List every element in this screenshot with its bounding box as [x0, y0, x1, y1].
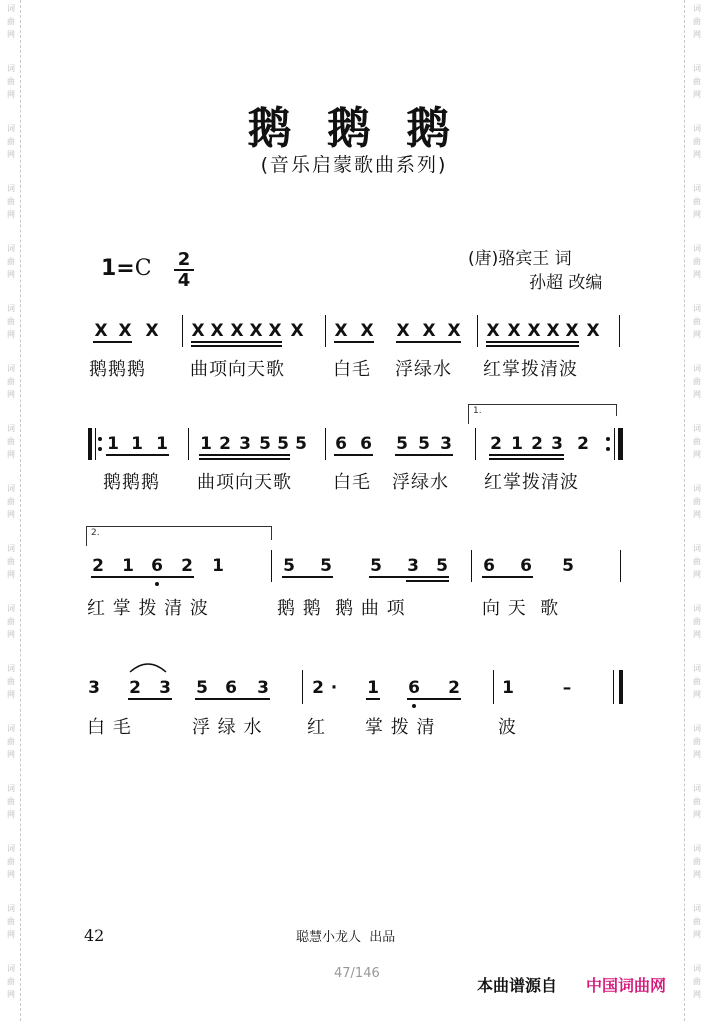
- watermark-glyph: 词: [693, 124, 701, 133]
- rhythm-x-note: X: [249, 321, 263, 341]
- underline-beam: [191, 341, 282, 343]
- watermark-glyph: 词: [693, 244, 701, 253]
- watermark-glyph: 网: [7, 930, 15, 939]
- bar-line: [619, 315, 620, 347]
- watermark-glyph: 网: [7, 810, 15, 819]
- lyric-r1-m1: 鹅鹅鹅: [89, 359, 146, 380]
- bar-line: [614, 428, 615, 460]
- lyric-r4-a: 白 毛: [87, 717, 132, 738]
- bar-line: [95, 428, 96, 460]
- underline-beam: [282, 576, 333, 578]
- jianpu-note: 3: [440, 434, 452, 454]
- arranger-credit: 孙超 改编: [529, 273, 603, 293]
- watermark-glyph: 网: [693, 810, 701, 819]
- jianpu-note: 5: [396, 434, 408, 454]
- jianpu-note: 5: [436, 556, 448, 576]
- jianpu-note: 2: [92, 556, 104, 576]
- bar-line: [271, 550, 272, 582]
- lyric-r1-m2: 曲项向天歌: [190, 359, 285, 380]
- watermark-glyph: 网: [7, 270, 15, 279]
- rhythm-x-note: X: [230, 321, 244, 341]
- watermark-glyph: 网: [693, 390, 701, 399]
- watermark-glyph: 网: [693, 870, 701, 879]
- lyric-r1-m3b: 浮绿水: [395, 359, 452, 380]
- key-signature: [101, 256, 152, 281]
- bar-line: [620, 550, 621, 582]
- jianpu-note: 1: [511, 434, 523, 454]
- watermark-glyph: 网: [693, 690, 701, 699]
- underline-beam: [195, 698, 270, 700]
- watermark-glyph: 曲: [7, 137, 15, 146]
- watermark-glyph: 词: [693, 904, 701, 913]
- rhythm-x-note: X: [486, 321, 500, 341]
- volta-1-left: [468, 404, 469, 424]
- watermark-glyph: 词: [7, 364, 15, 373]
- watermark-glyph: 网: [693, 750, 701, 759]
- jianpu-note: 5: [562, 556, 574, 576]
- jianpu-note: 2: [448, 678, 460, 698]
- watermark-glyph: 曲: [693, 917, 701, 926]
- jianpu-note: 1: [502, 678, 514, 698]
- watermark-glyph: 曲: [7, 257, 15, 266]
- watermark-glyph: 词: [693, 364, 701, 373]
- watermark-glyph: 词: [7, 124, 15, 133]
- watermark-glyph: 词: [7, 724, 15, 733]
- watermark-glyph: 词: [693, 964, 701, 973]
- volta-2-left: [86, 526, 87, 546]
- watermark-glyph: 网: [7, 990, 15, 999]
- watermark-glyph: 网: [7, 690, 15, 699]
- rhythm-x-note: X: [527, 321, 541, 341]
- rhythm-x-note: X: [94, 321, 108, 341]
- jianpu-note: 3: [239, 434, 251, 454]
- watermark-glyph: 网: [693, 570, 701, 579]
- repeat-dot: [98, 447, 102, 451]
- watermark-glyph: 词: [7, 244, 15, 253]
- jianpu-note: ·: [330, 678, 338, 698]
- watermark-glyph: 网: [7, 330, 15, 339]
- watermark-glyph: 网: [7, 210, 15, 219]
- jianpu-note: 1: [107, 434, 119, 454]
- watermark-glyph: 曲: [7, 617, 15, 626]
- watermark-glyph: 曲: [7, 497, 15, 506]
- rhythm-x-note: X: [210, 321, 224, 341]
- repeat-dot: [98, 437, 102, 441]
- underline-beam: [396, 341, 461, 343]
- watermark-glyph: 曲: [693, 317, 701, 326]
- page-counter: 47/146: [334, 966, 380, 981]
- rhythm-x-note: X: [586, 321, 600, 341]
- jianpu-note: 2: [129, 678, 141, 698]
- rhythm-x-note: X: [145, 321, 159, 341]
- watermark-glyph: 词: [7, 844, 15, 853]
- watermark-glyph: 曲: [7, 557, 15, 566]
- underline-beam: [486, 341, 579, 343]
- jianpu-note: 6: [408, 678, 420, 698]
- watermark-glyph: 词: [693, 4, 701, 13]
- watermark-glyph: 曲: [7, 377, 15, 386]
- bar-line: [622, 428, 623, 460]
- watermark-glyph: 曲: [693, 17, 701, 26]
- watermark-glyph: 词: [7, 904, 15, 913]
- underline-beam: [407, 698, 461, 700]
- volta-2-right: [271, 526, 272, 540]
- jianpu-note: 5: [196, 678, 208, 698]
- bar-line: [182, 315, 183, 347]
- watermark-glyph: 曲: [693, 437, 701, 446]
- underline-beam: [91, 576, 194, 578]
- lyric-r2-m2: 曲项向天歌: [197, 472, 292, 493]
- lyric-r4-d: 掌 拨 清: [365, 717, 436, 738]
- watermark-glyph: 网: [693, 270, 701, 279]
- time-signature-top: 2: [177, 249, 191, 270]
- page-number: 42: [84, 926, 105, 945]
- watermark-glyph: 网: [7, 570, 15, 579]
- watermark-glyph: 网: [7, 630, 15, 639]
- watermark-glyph: 网: [7, 90, 15, 99]
- time-signature-bottom: 4: [174, 269, 194, 290]
- jianpu-note: –: [562, 678, 572, 698]
- watermark-glyph: 曲: [7, 197, 15, 206]
- watermark-glyph: 曲: [7, 977, 15, 986]
- watermark-glyph: 网: [7, 750, 15, 759]
- underline-beam: [334, 341, 374, 343]
- rhythm-x-note: X: [396, 321, 410, 341]
- bar-line: [613, 670, 614, 704]
- bar-line: [619, 670, 623, 704]
- watermark-glyph: 网: [693, 450, 701, 459]
- underline-beam: [334, 454, 373, 456]
- jianpu-note: 1: [156, 434, 168, 454]
- lyric-r4-e: 波: [498, 717, 517, 738]
- underline-beam: [482, 576, 533, 578]
- volta-2-label: 2.: [91, 528, 100, 538]
- volta-1-label: 1.: [473, 406, 482, 416]
- watermark-glyph: 曲: [693, 977, 701, 986]
- watermark-glyph: 网: [693, 90, 701, 99]
- lyricist-credit: (唐)骆宾王 词: [468, 249, 572, 269]
- watermark-glyph: 曲: [693, 77, 701, 86]
- lyric-r4-b: 浮 绿 水: [192, 717, 263, 738]
- watermark-glyph: 曲: [7, 857, 15, 866]
- jianpu-note: 3: [159, 678, 171, 698]
- jianpu-note: 1: [200, 434, 212, 454]
- watermark-glyph: 词: [7, 64, 15, 73]
- watermark-glyph: 曲: [693, 197, 701, 206]
- watermark-glyph: 词: [693, 424, 701, 433]
- rhythm-x-note: X: [507, 321, 521, 341]
- lyric-r3-b: 鹅 鹅 鹅 曲 项: [277, 598, 406, 619]
- jianpu-note: 6: [335, 434, 347, 454]
- watermark-glyph: 曲: [693, 677, 701, 686]
- jianpu-note: 6: [483, 556, 495, 576]
- watermark-glyph: 网: [693, 210, 701, 219]
- underline-beam: [199, 454, 290, 456]
- underline-beam: [106, 454, 169, 456]
- watermark-glyph: 词: [693, 544, 701, 553]
- bar-line: [471, 550, 472, 582]
- watermark-glyph: 曲: [693, 737, 701, 746]
- rhythm-x-note: X: [360, 321, 374, 341]
- watermark-glyph: 网: [7, 390, 15, 399]
- watermark-glyph: 网: [7, 450, 15, 459]
- watermark-glyph: 曲: [693, 377, 701, 386]
- lyric-r3-a: 红 掌 拨 清 波: [87, 598, 209, 619]
- jianpu-note: 3: [257, 678, 269, 698]
- low-octave-dot: [412, 704, 416, 708]
- watermark-glyph: 词: [7, 664, 15, 673]
- bar-line: [188, 428, 189, 460]
- underline-beam: [369, 576, 449, 578]
- jianpu-note: 1: [122, 556, 134, 576]
- rhythm-x-note: X: [290, 321, 304, 341]
- jianpu-note: 5: [259, 434, 271, 454]
- watermark-glyph: 词: [7, 544, 15, 553]
- watermark-glyph: 曲: [693, 137, 701, 146]
- watermark-glyph: 曲: [693, 257, 701, 266]
- rhythm-x-note: X: [565, 321, 579, 341]
- bar-line: [302, 670, 303, 704]
- lyric-r2-m4: 红掌拨清波: [484, 472, 579, 493]
- watermark-glyph: 词: [693, 844, 701, 853]
- jianpu-note: 3: [88, 678, 100, 698]
- watermark-glyph: 词: [7, 4, 15, 13]
- key-prefix: 1=: [101, 256, 135, 281]
- lyric-r2-m1: 鹅鹅鹅: [103, 472, 160, 493]
- watermark-glyph: 曲: [7, 77, 15, 86]
- underline-beam: [93, 341, 132, 343]
- watermark-glyph: 曲: [693, 857, 701, 866]
- watermark-glyph: 词: [693, 604, 701, 613]
- watermark-glyph: 网: [693, 630, 701, 639]
- watermark-glyph: 词: [693, 724, 701, 733]
- time-signature: [174, 250, 194, 290]
- rhythm-x-note: X: [268, 321, 282, 341]
- jianpu-note: 6: [360, 434, 372, 454]
- watermark-glyph: 曲: [7, 737, 15, 746]
- watermark-glyph: 网: [7, 30, 15, 39]
- watermark-glyph: 词: [7, 484, 15, 493]
- bar-line: [618, 428, 622, 460]
- source-label: 本曲谱源自: [477, 976, 558, 995]
- lyric-r2-m3a: 白毛: [333, 472, 371, 493]
- jianpu-note: 2: [181, 556, 193, 576]
- low-octave-dot: [155, 582, 159, 586]
- lyric-r2-m3b: 浮绿水: [392, 472, 449, 493]
- jianpu-note: 2: [219, 434, 231, 454]
- watermark-glyph: 网: [7, 510, 15, 519]
- watermark-glyph: 曲: [693, 497, 701, 506]
- watermark-glyph: 曲: [693, 617, 701, 626]
- bar-line: [325, 428, 326, 460]
- rhythm-x-note: X: [191, 321, 205, 341]
- lyric-r4-c: 红: [307, 717, 326, 738]
- watermark-glyph: 曲: [7, 17, 15, 26]
- lyric-r1-m3a: 白毛: [333, 359, 371, 380]
- lyric-r3-c: 向 天 歌: [482, 598, 560, 619]
- jianpu-note: 5: [418, 434, 430, 454]
- rhythm-x-note: X: [334, 321, 348, 341]
- underline-beam: [191, 345, 282, 347]
- volta-2-bracket: [86, 526, 271, 527]
- underline-beam: [489, 454, 564, 456]
- watermark-glyph: 词: [7, 604, 15, 613]
- publisher-credit: 聪慧小龙人 出品: [296, 930, 396, 945]
- jianpu-note: 2: [531, 434, 543, 454]
- song-title: 鹅 鹅 鹅: [247, 103, 461, 154]
- underline-beam: [406, 580, 449, 582]
- repeat-dot: [606, 447, 610, 451]
- rhythm-x-note: X: [118, 321, 132, 341]
- rhythm-x-note: X: [447, 321, 461, 341]
- volta-1-bracket: [468, 404, 617, 405]
- repeat-dot: [606, 437, 610, 441]
- underline-beam: [366, 698, 380, 700]
- song-subtitle: (音乐启蒙歌曲系列): [260, 154, 448, 176]
- watermark-glyph: 曲: [7, 917, 15, 926]
- jianpu-note: 1: [131, 434, 143, 454]
- watermark-glyph: 网: [693, 990, 701, 999]
- jianpu-note: 5: [370, 556, 382, 576]
- watermark-glyph: 词: [693, 484, 701, 493]
- jianpu-note: 1: [367, 678, 379, 698]
- watermark-glyph: 词: [7, 964, 15, 973]
- watermark-glyph: 词: [693, 304, 701, 313]
- jianpu-note: 5: [283, 556, 295, 576]
- lyric-r1-m4: 红掌拨清波: [483, 359, 578, 380]
- jianpu-note: 3: [551, 434, 563, 454]
- watermark-glyph: 曲: [693, 797, 701, 806]
- bar-line: [325, 315, 326, 347]
- watermark-glyph: 网: [7, 870, 15, 879]
- jianpu-note: 2: [312, 678, 324, 698]
- watermark-glyph: 词: [693, 784, 701, 793]
- jianpu-note: 6: [520, 556, 532, 576]
- watermark-glyph: 曲: [7, 437, 15, 446]
- watermark-glyph: 网: [693, 30, 701, 39]
- jianpu-note: 2: [490, 434, 502, 454]
- watermark-glyph: 词: [693, 184, 701, 193]
- jianpu-note: 6: [225, 678, 237, 698]
- watermark-glyph: 词: [7, 304, 15, 313]
- bar-line: [477, 315, 478, 347]
- watermark-glyph: 词: [693, 664, 701, 673]
- watermark-glyph: 词: [7, 184, 15, 193]
- source-site-link[interactable]: 中国词曲网: [586, 976, 667, 995]
- jianpu-note: 6: [151, 556, 163, 576]
- watermark-glyph: 曲: [7, 677, 15, 686]
- jianpu-note: 1: [212, 556, 224, 576]
- watermark-glyph: 词: [7, 424, 15, 433]
- jianpu-note: 2: [577, 434, 589, 454]
- watermark-glyph: 网: [693, 510, 701, 519]
- underline-beam: [489, 458, 564, 460]
- key-note: C: [134, 256, 152, 281]
- rhythm-x-note: X: [546, 321, 560, 341]
- underline-beam: [199, 458, 290, 460]
- volta-1-right: [616, 404, 617, 416]
- watermark-glyph: 词: [693, 64, 701, 73]
- rhythm-x-note: X: [422, 321, 436, 341]
- underline-beam: [128, 698, 172, 700]
- watermark-glyph: 曲: [7, 317, 15, 326]
- underline-beam: [486, 345, 579, 347]
- jianpu-note: 5: [320, 556, 332, 576]
- watermark-glyph: 网: [7, 150, 15, 159]
- watermark-glyph: 网: [693, 330, 701, 339]
- bar-line: [88, 428, 92, 460]
- watermark-glyph: 网: [693, 930, 701, 939]
- underline-beam: [395, 454, 453, 456]
- watermark-glyph: 曲: [7, 797, 15, 806]
- watermark-glyph: 曲: [693, 557, 701, 566]
- jianpu-note: 5: [295, 434, 307, 454]
- bar-line: [493, 670, 494, 704]
- slur-mark: [126, 660, 170, 674]
- watermark-glyph: 网: [693, 150, 701, 159]
- watermark-glyph: 词: [7, 784, 15, 793]
- bar-line: [475, 428, 476, 460]
- jianpu-note: 5: [277, 434, 289, 454]
- jianpu-note: 3: [407, 556, 419, 576]
